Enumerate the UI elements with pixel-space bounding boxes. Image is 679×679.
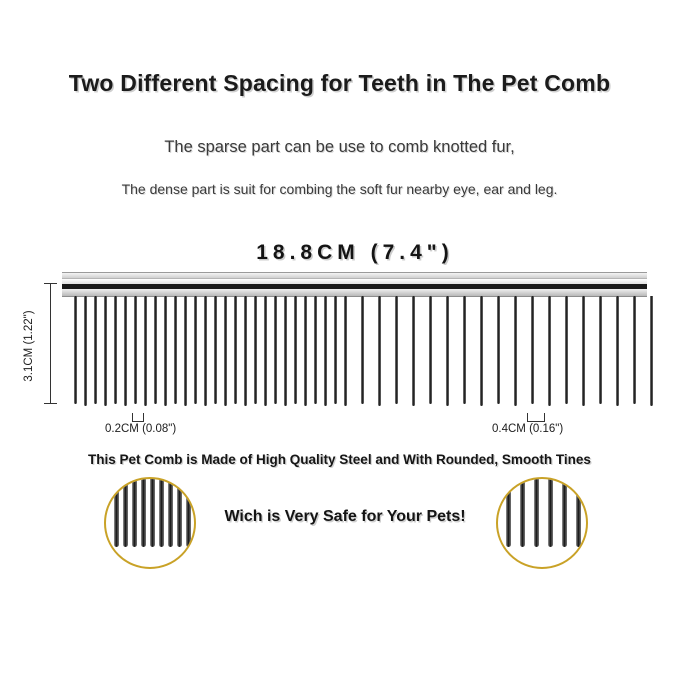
steel-quality-note: This Pet Comb is Made of High Quality Steel and With Rounded, Smooth Tines [88,452,591,467]
zoom-tooth [168,477,173,547]
zoom-tooth [548,477,553,547]
comb-tooth [633,296,636,404]
dense-gap-callout [105,423,176,435]
zoom-tooth [506,477,511,547]
comb-tooth [264,296,267,406]
comb-tooth [395,296,398,404]
comb-tooth [94,296,97,404]
comb-tooth [124,296,127,406]
zoom-tooth [520,477,525,547]
comb-spine [62,272,647,296]
comb-tooth [565,296,568,404]
comb-tooth [284,296,287,406]
zoom-tooth [534,477,539,547]
comb-tooth [104,296,107,406]
comb-tooth [154,296,157,404]
comb-tooth [294,296,297,404]
comb-tooth [254,296,257,404]
zoom-tooth [123,477,128,547]
comb-tooth [234,296,237,404]
dense-gap-label: 0.2CM (0.08") [105,423,177,435]
comb-tooth [446,296,449,406]
comb-tooth [429,296,432,404]
dense-gap-bracket [132,413,144,422]
zoom-tooth [132,477,137,547]
comb-tooth [650,296,653,406]
comb-tooth [378,296,381,406]
zoom-tooth [177,477,182,547]
zoom-sparse-teeth [498,479,586,567]
page-title: Two Different Spacing for Teeth in The Pet Comb [68,70,611,96]
comb-tooth [204,296,207,406]
comb-illustration [62,272,647,412]
comb-tooth [74,296,77,404]
comb-tooth [184,296,187,406]
comb-tooth [531,296,534,404]
comb-teeth-group [62,296,647,412]
width-measurement-label: 18.8CM (7.4") [256,241,454,264]
comb-tooth [304,296,307,406]
comb-tooth [134,296,137,404]
comb-tooth [274,296,277,404]
comb-tooth [224,296,227,406]
comb-tooth [194,296,197,404]
comb-tooth [84,296,87,406]
comb-tooth [214,296,217,404]
zoom-tooth [186,477,191,547]
zoom-dense-teeth [106,479,194,567]
comb-tooth [463,296,466,404]
comb-tooth [514,296,517,406]
comb-tooth [324,296,327,406]
subtitle-sparse: The sparse part can be use to comb knotted fur, [164,138,515,156]
sparse-gap-label: 0.4CM (0.16") [492,423,564,435]
comb-tooth [144,296,147,406]
comb-tooth [344,296,347,406]
sparse-gap-callout [492,423,563,435]
comb-tooth [361,296,364,404]
comb-tooth [599,296,602,404]
height-bracket-bottom-cap [44,403,57,404]
comb-tooth [616,296,619,406]
zoom-circle-sparse [496,477,588,569]
height-bracket-line [50,283,51,403]
subtitle-dense: The dense part is suit for combing the soft fur nearby eye, ear and leg. [121,181,558,197]
comb-tooth [334,296,337,404]
comb-tooth [480,296,483,406]
safety-note: Wich is Very Safe for Your Pets! [224,508,466,525]
comb-tooth [164,296,167,406]
comb-tooth [114,296,117,404]
height-measurement-label: 3.1CM (1.22") [23,310,35,382]
zoom-tooth [562,477,567,547]
comb-tooth [244,296,247,406]
zoom-tooth [576,477,581,547]
zoom-tooth [141,477,146,547]
zoom-tooth [114,477,119,547]
comb-tooth [582,296,585,406]
sparse-gap-bracket [527,413,545,422]
comb-tooth [497,296,500,404]
comb-tooth [314,296,317,404]
comb-tooth [412,296,415,406]
zoom-tooth [150,477,155,547]
zoom-tooth [159,477,164,547]
comb-tooth [174,296,177,404]
zoom-circle-dense [104,477,196,569]
comb-tooth [548,296,551,406]
